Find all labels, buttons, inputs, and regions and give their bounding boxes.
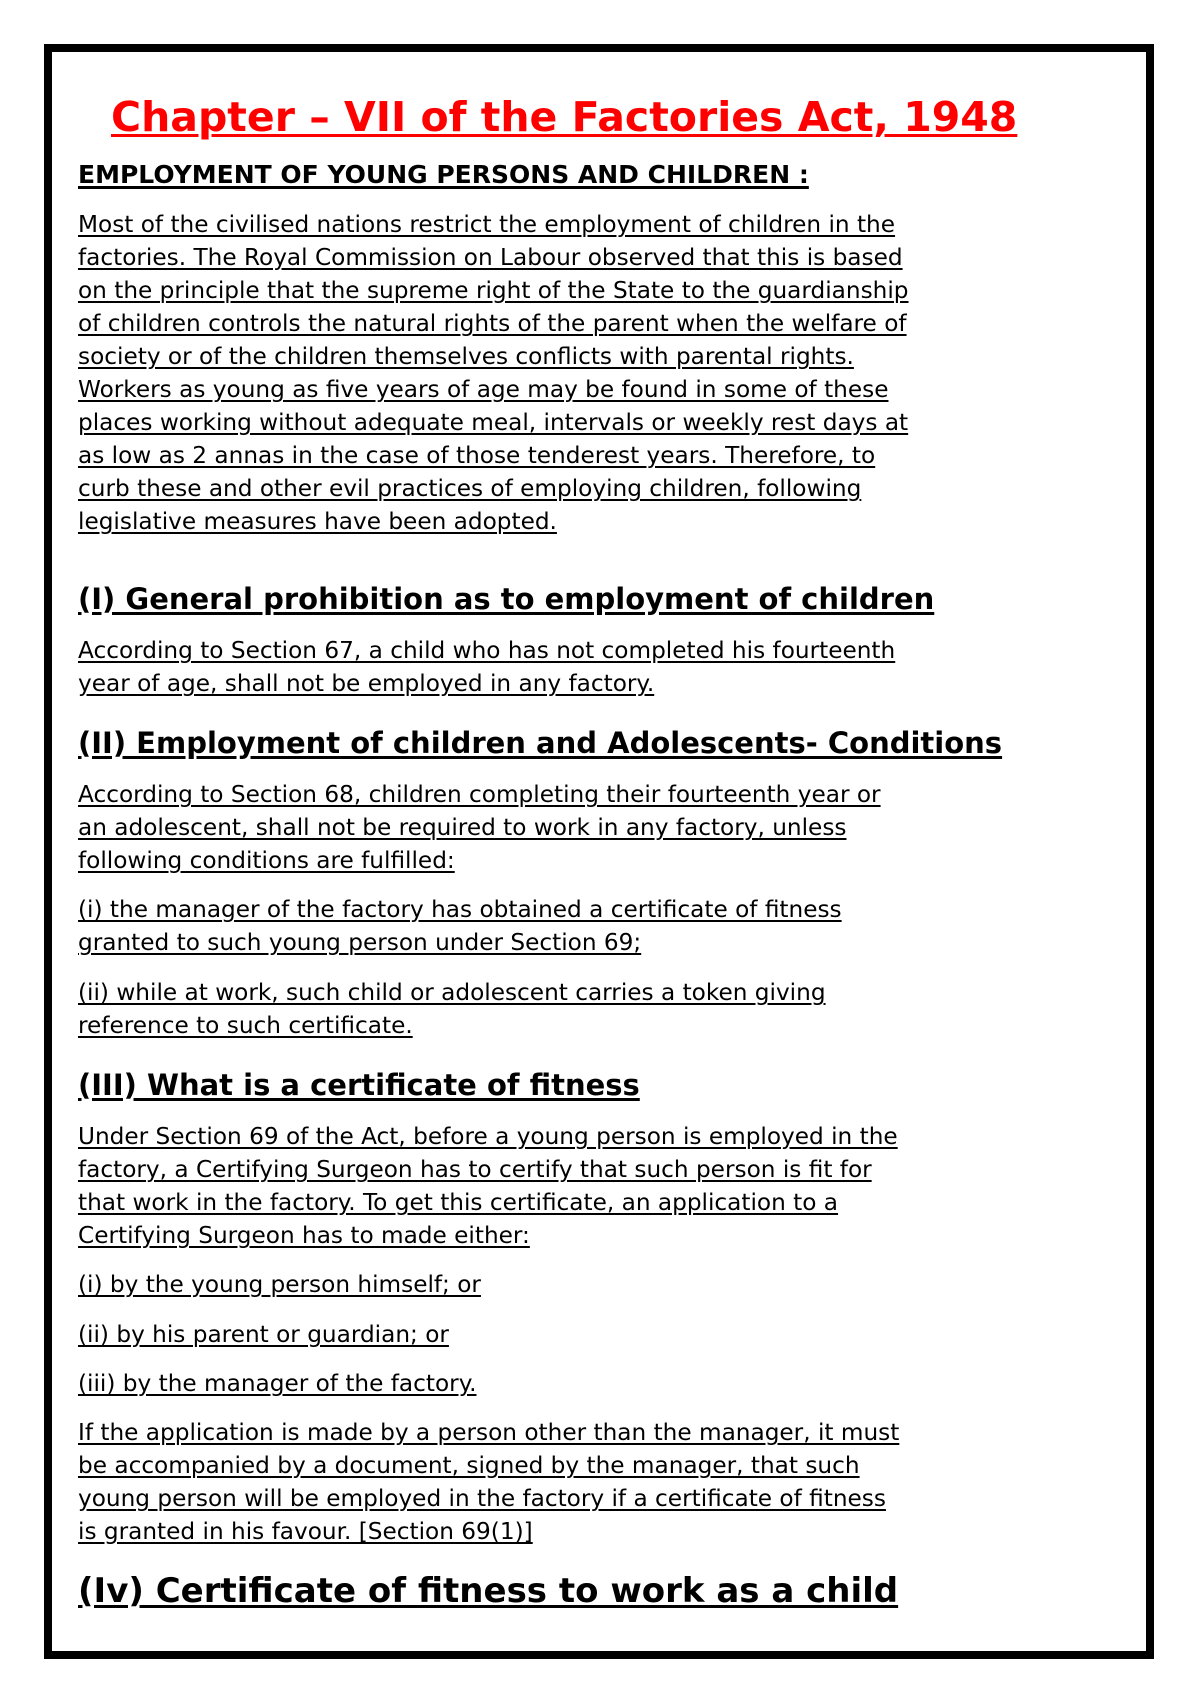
document-title: Chapter – VII of the Factories Act, 1948: [111, 93, 1018, 141]
text-line: as low as 2 annas in the case of those tenderest years. Therefore, to: [78, 442, 876, 469]
text-line: legislative measures have been adopted.: [78, 508, 557, 535]
intro-paragraph: [78, 208, 909, 538]
text-line: is granted in his favour. [Section 69(1)]: [78, 1518, 533, 1545]
text-line: granted to such young person under Section 69;: [78, 929, 642, 956]
main-heading: EMPLOYMENT OF YOUNG PERSONS AND CHILDREN :: [78, 160, 809, 189]
text-line: society or of the children themselves conflicts with parental rights.: [78, 343, 854, 370]
section-4-heading: (Iv) Certificate of fitness to work as a child: [78, 1571, 899, 1611]
closing-paragraph: [78, 1416, 899, 1548]
text-line: factory, a Certifying Surgeon has to certify that such person is fit for: [78, 1156, 872, 1183]
text-line: Workers as young as five years of age may be found in some of these: [78, 376, 889, 403]
text-line: be accompanied by a document, signed by the manager, that such: [78, 1452, 860, 1479]
section-1-heading: (I) General prohibition as to employment of children: [78, 582, 935, 616]
text-line: (i) by the young person himself; or: [78, 1271, 481, 1298]
list-item-2: [78, 1318, 449, 1351]
text-line: of children controls the natural rights of the parent when the welfare of: [78, 310, 907, 337]
text-line: places working without adequate meal, intervals or weekly rest days at: [78, 409, 909, 436]
text-line: an adolescent, shall not be required to work in any factory, unless: [78, 814, 847, 841]
section-2-paragraph: [78, 778, 881, 877]
text-line: young person will be employed in the factory if a certificate of fitness: [78, 1485, 886, 1512]
list-item-3: [78, 1367, 476, 1400]
text-line: factories. The Royal Commission on Labour observed that this is based: [78, 244, 903, 271]
section-3-heading: (III) What is a certificate of fitness: [78, 1068, 640, 1102]
text-line: (ii) while at work, such child or adolescent carries a token giving: [78, 979, 826, 1006]
text-line: If the application is made by a person other than the manager, it must: [78, 1419, 900, 1446]
text-line: year of age, shall not be employed in any factory.: [78, 670, 655, 697]
text-line: that work in the factory. To get this certificate, an application to a: [78, 1189, 839, 1216]
text-line: Under Section 69 of the Act, before a young person is employed in the: [78, 1123, 898, 1150]
text-line: Most of the civilised nations restrict the employment of children in the: [78, 211, 896, 238]
text-line: curb these and other evil practices of employing children, following: [78, 475, 862, 502]
text-line: According to Section 68, children completing their fourteenth year or: [78, 781, 881, 808]
text-line: According to Section 67, a child who has not completed his fourteenth: [78, 637, 896, 664]
condition-2: [78, 976, 826, 1042]
text-line: (ii) by his parent or guardian; or: [78, 1321, 449, 1348]
list-item-1: [78, 1268, 481, 1301]
section-1-paragraph: [78, 634, 895, 700]
section-2-heading: (II) Employment of children and Adolescents- Conditions: [78, 726, 1003, 760]
text-line: (i) the manager of the factory has obtained a certificate of fitness: [78, 896, 842, 923]
section-3-paragraph: [78, 1120, 898, 1252]
text-line: on the principle that the supreme right of the State to the guardianship: [78, 277, 909, 304]
condition-1: [78, 893, 842, 959]
text-line: reference to such certificate.: [78, 1012, 413, 1039]
text-line: following conditions are fulfilled:: [78, 847, 455, 874]
text-line: Certifying Surgeon has to made either:: [78, 1222, 530, 1249]
text-line: (iii) by the manager of the factory.: [78, 1370, 477, 1397]
